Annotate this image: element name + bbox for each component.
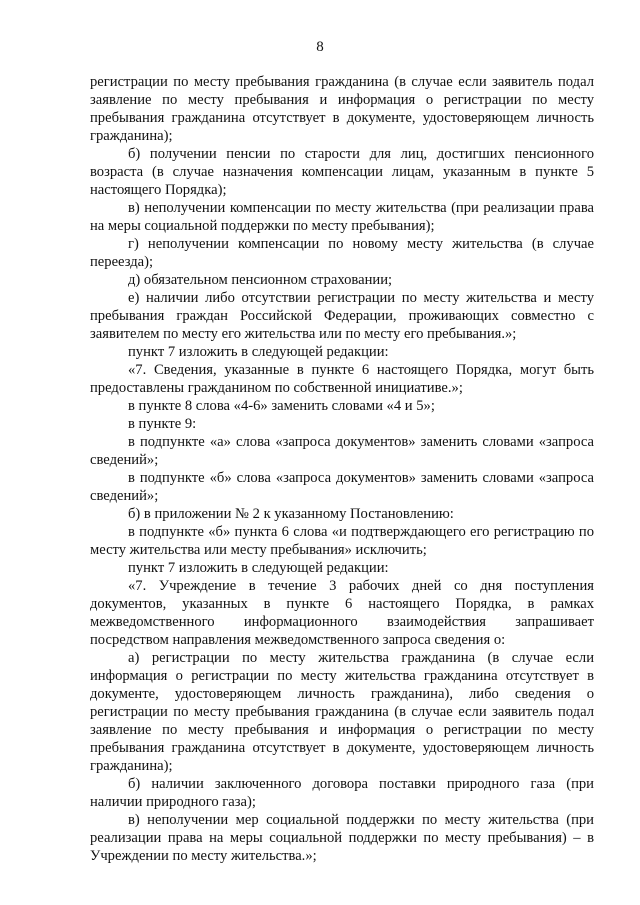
paragraph: «7. Учреждение в течение 3 рабочих дней со дня поступления документов, указанных в пункте 6 настоящего Порядка, в рамках межведомственного информационного взаимодействия запрашивает посредством направления межведомственного запроса сведения о:: [90, 578, 594, 648]
document-body: [90, 73, 594, 865]
paragraph: «7. Сведения, указанные в пункте 6 настоящего Порядка, могут быть предоставлены гражданином по собственной инициативе.»;: [90, 362, 594, 396]
page-number: 8: [316, 39, 324, 55]
paragraph: в пункте 9:: [128, 416, 197, 432]
paragraph: в пункте 8 слова «4-6» заменить словами «4 и 5»;: [128, 398, 435, 414]
paragraph: д) обязательном пенсионном страховании;: [128, 272, 393, 288]
paragraph: в подпункте «б» пункта 6 слова «и подтверждающего его регистрацию по месту жительства или месту пребывания» исключить;: [90, 524, 594, 558]
paragraph: а) регистрации по месту жительства гражданина (в случае если информация о регистрации по месту жительства гражданина отсутствует в документе, удостоверяющем личность гражданина), либо сведения о регистрации по месту пребывания гражданина (в случае если заявитель подал заявление по месту пребывания и информация о регистрации по месту пребывания гражданина отсутствует в документе, удостоверяющем личность гражданина);: [90, 650, 594, 774]
paragraph: е) наличии либо отсутствии регистрации по месту жительства и месту пребывания граждан Российской Федерации, проживающих совместно с заявителем по месту его жительства или по месту его пребывания.»;: [90, 290, 594, 342]
paragraph: б) в приложении № 2 к указанному Постановлению:: [128, 506, 454, 522]
paragraph: пункт 7 изложить в следующей редакции:: [128, 560, 389, 576]
paragraph: в подпункте «а» слова «запроса документов» заменить словами «запроса сведений»;: [90, 434, 594, 468]
paragraph: регистрации по месту пребывания гражданина (в случае если заявитель подал заявление по месту пребывания и информация о регистрации по месту пребывания гражданина отсутствует в документе, удостоверяющем личность гражданина);: [90, 74, 594, 144]
paragraph: г) неполучении компенсации по новому месту жительства (в случае переезда);: [90, 236, 594, 270]
paragraph: б) наличии заключенного договора поставки природного газа (при наличии природного газа);: [90, 776, 594, 810]
paragraph: в) неполучении компенсации по месту жительства (при реализации права на меры социальной поддержки по месту пребывания);: [90, 200, 594, 234]
paragraph: в) неполучении мер социальной поддержки по месту жительства (при реализации права на меры социальной поддержки по месту пребывания) – в Учреждении по месту жительства.»;: [90, 812, 594, 864]
paragraph: пункт 7 изложить в следующей редакции:: [128, 344, 389, 360]
paragraph: б) получении пенсии по старости для лиц, достигших пенсионного возраста (в случае назначения компенсации лицам, указанным в пункте 5 настоящего Порядка);: [90, 146, 594, 198]
paragraph: в подпункте «б» слова «запроса документов» заменить словами «запроса сведений»;: [90, 470, 594, 504]
